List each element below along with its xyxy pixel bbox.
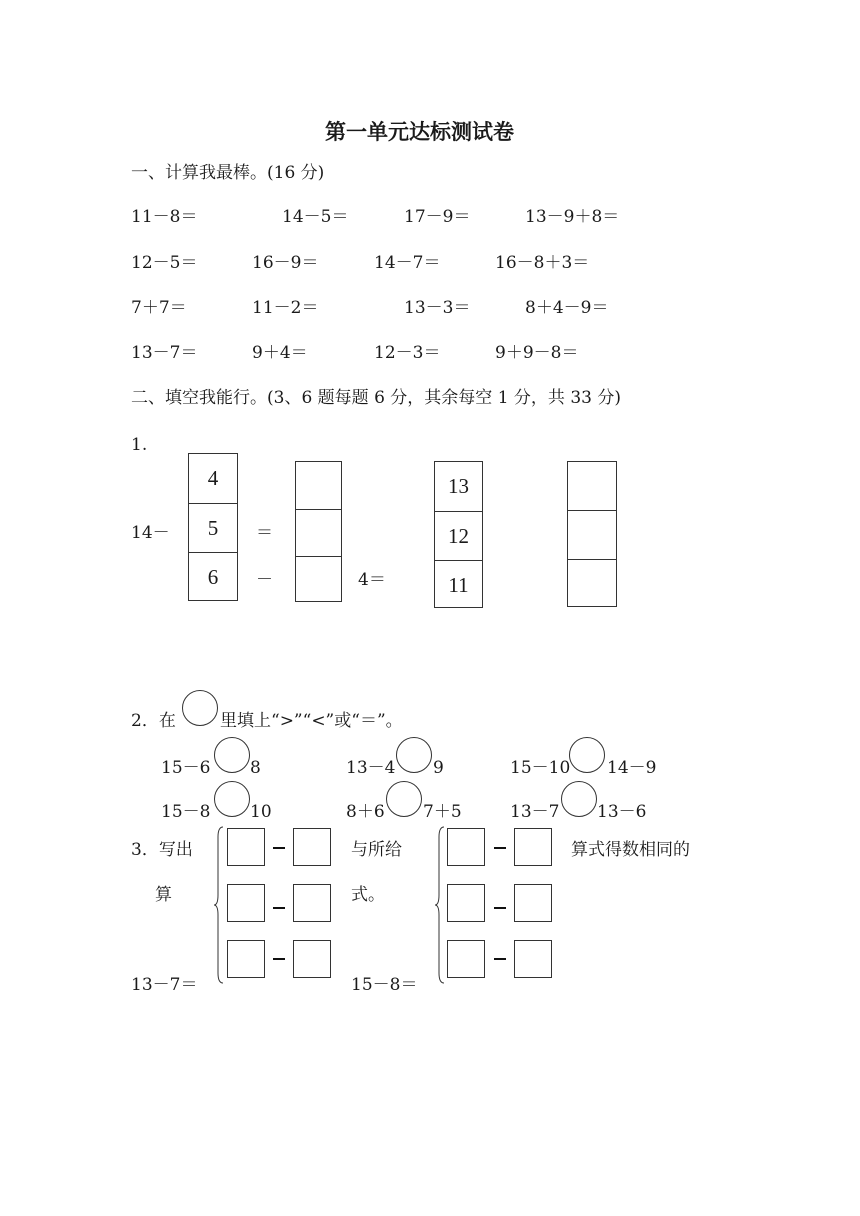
q1-equals: ＝ <box>256 523 273 543</box>
q3-right-box[interactable] <box>514 828 552 866</box>
q1-answer-column-b <box>567 461 617 607</box>
q2-answer-circle[interactable] <box>569 737 605 773</box>
q2-answer-circle[interactable] <box>386 781 422 817</box>
calc-2-3: 14－7＝ <box>374 253 441 273</box>
calc-1-1: 11－8＝ <box>131 207 198 227</box>
q1-col3-cell: 13 <box>448 474 469 498</box>
q2-item-3-left: 15－10 <box>510 758 571 778</box>
q3-left-box[interactable] <box>293 828 331 866</box>
q1-answer-box[interactable] <box>296 462 341 509</box>
q3-left-expression: 13－7＝ <box>131 975 198 995</box>
q2-item-6-left: 13－7 <box>510 802 560 822</box>
q2-item-4-left: 15－8 <box>161 802 211 822</box>
q3-text-mid-wrap: 式。 <box>351 885 385 905</box>
q2-item-6-right: 13－6 <box>597 802 647 822</box>
minus-sign-icon <box>494 847 506 849</box>
q2-item-5-right: 7＋5 <box>423 802 462 822</box>
q1-answer-box[interactable] <box>568 559 616 608</box>
q2-sample-circle <box>182 690 218 726</box>
q1-col3-cell: 12 <box>435 511 482 560</box>
q2-item-1-left: 15－6 <box>161 758 211 778</box>
q1-number: 1. <box>131 435 148 455</box>
q1-answer-box[interactable] <box>568 510 616 559</box>
q3-right-box[interactable] <box>514 940 552 978</box>
q3-left-box[interactable] <box>227 884 265 922</box>
section1-heading: 一、计算我最棒。(16 分) <box>131 163 325 183</box>
q1-answer-column-a <box>295 461 342 602</box>
q3-left-box[interactable] <box>227 828 265 866</box>
q3-right-box[interactable] <box>447 884 485 922</box>
minus-sign-icon <box>273 907 285 909</box>
q3-left-box[interactable] <box>293 884 331 922</box>
minus-sign-icon <box>494 958 506 960</box>
q3-left-box[interactable] <box>293 940 331 978</box>
q1-prefix: 14－ <box>131 523 170 543</box>
q1-answer-box[interactable] <box>296 509 341 556</box>
q1-col1-cell: 4 <box>207 466 219 490</box>
q2-answer-circle[interactable] <box>561 781 597 817</box>
q3-right-expression: 15－8＝ <box>351 975 418 995</box>
q2-label-start: 2．在 <box>131 711 176 731</box>
calc-1-3: 17－9＝ <box>404 207 471 227</box>
calc-4-2: 9＋4＝ <box>252 343 308 363</box>
left-brace-icon <box>213 825 225 985</box>
q2-label-end: 里填上“>”“<”或“＝”。 <box>220 711 403 731</box>
q2-item-3-right: 14－9 <box>607 758 657 778</box>
q1-col1-cell: 5 <box>189 503 237 552</box>
q3-text-wrap: 算 <box>155 885 172 905</box>
q1-answer-box[interactable] <box>568 462 616 510</box>
calc-4-1: 13－7＝ <box>131 343 198 363</box>
q1-column-subtrahends <box>188 453 238 601</box>
q3-right-box[interactable] <box>447 828 485 866</box>
minus-sign-icon <box>273 847 285 849</box>
q2-item-5-left: 8＋6 <box>346 802 385 822</box>
calc-2-1: 12－5＝ <box>131 253 198 273</box>
calc-4-3: 12－3＝ <box>374 343 441 363</box>
q3-text-mid: 与所给 <box>351 840 402 860</box>
q1-col1-cell: 6 <box>189 552 237 601</box>
q1-suffix: 4＝ <box>358 570 386 590</box>
q2-item-1-right: 8 <box>250 758 261 778</box>
q2-item-4-right: 10 <box>250 802 272 822</box>
calc-2-4: 16－8＋3＝ <box>495 253 590 273</box>
left-brace-icon <box>434 825 446 985</box>
q1-minus: － <box>256 570 273 590</box>
calc-2-2: 16－9＝ <box>252 253 319 273</box>
q1-answer-box[interactable] <box>296 556 341 603</box>
q2-answer-circle[interactable] <box>214 737 250 773</box>
minus-sign-icon <box>494 907 506 909</box>
q2-item-2-left: 13－4 <box>346 758 396 778</box>
q3-right-box[interactable] <box>514 884 552 922</box>
calc-4-4: 9＋9－8＝ <box>495 343 579 363</box>
q3-right-box[interactable] <box>447 940 485 978</box>
section2-heading: 二、填空我能行。(3、6 题每题 6 分，其余每空 1 分，共 33 分) <box>131 388 621 408</box>
q3-text-start: 3．写出 <box>131 840 193 860</box>
page-title: 第一单元达标测试卷 <box>325 120 514 144</box>
calc-1-2: 14－5＝ <box>282 207 349 227</box>
q3-left-box[interactable] <box>227 940 265 978</box>
q2-answer-circle[interactable] <box>396 737 432 773</box>
calc-3-2: 11－2＝ <box>252 298 319 318</box>
calc-3-3: 13－3＝ <box>404 298 471 318</box>
q1-column-minuends <box>434 461 483 608</box>
q2-answer-circle[interactable] <box>214 781 250 817</box>
calc-3-1: 7＋7＝ <box>131 298 187 318</box>
q1-col3-cell: 11 <box>435 560 482 609</box>
q3-text-end: 算式得数相同的 <box>571 840 690 860</box>
q2-item-2-right: 9 <box>433 758 444 778</box>
minus-sign-icon <box>273 958 285 960</box>
calc-1-4: 13－9＋8＝ <box>525 207 620 227</box>
calc-3-4: 8＋4－9＝ <box>525 298 609 318</box>
